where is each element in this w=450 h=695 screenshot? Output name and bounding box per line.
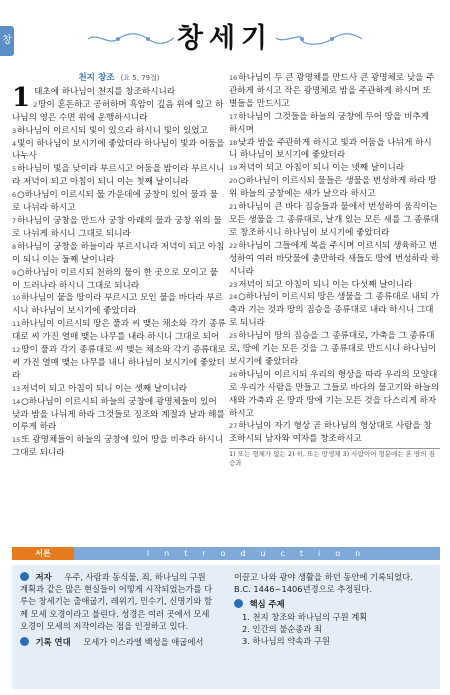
verse: [12, 344, 226, 383]
right-column: [229, 72, 440, 468]
verse-text: 또 광명체들이 하늘의 궁창에 있어 땅을 비추라 하시니 그대로 되니라: [12, 435, 224, 459]
verse: [12, 125, 226, 138]
verse-text: 하나님이 그것들을 하늘의 궁창에 두어 땅을 비추게 하시며: [229, 111, 430, 135]
verse-number: 27: [229, 422, 238, 431]
verse-text: 하나님이 이르시되 땅은 풀과 씨 맺는 채소와 각기 종류대로 씨 가진 열매 맺는 나무를 내라 하시니 그대로 되어: [12, 319, 226, 343]
intro-band: [12, 547, 440, 560]
verse: [12, 189, 226, 215]
verse: [12, 267, 226, 293]
theme-item: 1. 천지 창조와 하나님의 구원 계획: [242, 611, 368, 622]
verse-number: 24: [229, 293, 238, 302]
footnote: 1) 또는 형체가 없는 2) 히, 또는 땅생체 3) 사람이어 형분에는 혼 땅의 짐승과: [229, 448, 440, 468]
date-continued: 이끌고 나와 광야 생활을 하던 동안에 기록되었다. B.C. 1446~1406년경으로 추정된다.: [234, 572, 413, 595]
verse: [229, 111, 440, 137]
themes-block: [234, 598, 432, 647]
date-bullet-icon: [20, 637, 29, 646]
verse-text: 땅이 풀과 각기 종류대로 씨 맺는 채소와 각기 종류대로 씨 가진 열매 맺는 나무를 내니 하나님이 보시기에 좋았더라: [12, 345, 226, 381]
verse-text: 하나님이 이르시되 빛이 있으라 하시니 빛이 있었고: [17, 125, 208, 136]
date-text: 모세가 이스라엘 백성을 애굽에서: [83, 637, 204, 648]
verse-text: 태초에 하나님이 천지를 창조하시니라: [34, 86, 176, 97]
intro-tag: 서론: [12, 547, 74, 560]
verse-number: 14: [12, 397, 21, 406]
verse-number: 6: [12, 191, 17, 200]
verse-number: 8: [12, 242, 17, 251]
verse-text: 하나님이 자기 형상 곧 하나님의 형상대로 사람을 창조하시되 남자와 여자를 창조하시고: [229, 421, 432, 445]
verse-text: 하나님이 궁창을 만드사 궁창 아래의 물과 궁창 위의 물로 나뉘게 하시니 그대로 되니라: [12, 215, 222, 239]
verse-text: 낮과 밤을 주관하게 하시고 빛과 어둠을 나뉘게 하시니 하나님이 보시기에 좋았더라: [229, 137, 432, 161]
verse-number: 10: [12, 294, 21, 303]
verse-number: 7: [12, 216, 17, 225]
verse-number: 17: [229, 112, 238, 121]
verse: [229, 420, 440, 446]
verse: [229, 330, 440, 369]
verse: [12, 99, 226, 125]
intro-word: Introduction: [146, 549, 376, 558]
verse-number: 22: [229, 241, 238, 250]
verse: [12, 383, 226, 396]
verse-list-left: [12, 82, 226, 460]
verse: [229, 137, 440, 163]
verse-text: ○하나님이 이르시되 천하의 물이 한 곳으로 모이고 뭍이 드러나라 하시니 그대로 되니라: [12, 267, 219, 291]
verse-number: 12: [12, 346, 21, 355]
verse-text: 저녁이 되고 아침이 되니 이는 다섯째 날이니라: [238, 279, 413, 290]
page-header: [0, 14, 450, 64]
verse: [12, 163, 226, 189]
verse-number: 20: [229, 177, 238, 186]
verse-text: ○하나님이 이르시되 물 가운데에 궁창이 있어 물과 물로 나뉘라 하시고: [12, 190, 219, 214]
verse: [229, 201, 440, 240]
verse-text: ○하나님이 이르시되 하늘의 궁창에 광명체들이 있어 낮과 밤을 나뉘게 하라 그것들로 징조와 계절과 날과 해를 이루게 하라: [12, 396, 225, 433]
themes-label: 핵심 주제: [249, 599, 285, 610]
verse-text: 저녁이 되고 아침이 되니 이는 넷째 날이니라: [238, 163, 405, 174]
verse-text: 땅이 혼돈하고 공허하며 흑암이 깊음 위에 있고 하나님의 영은 수면 위에 운행하시니라: [12, 99, 224, 123]
verse-text: ○하나님이 이르시되 땅은 생물을 그 종류대로 내되 가축과 기는 것과 땅의 짐승을 종류대로 내라 하시니 그대로 되니라: [229, 292, 440, 329]
verse-number: 25: [229, 332, 238, 341]
verse-number: 21: [229, 203, 238, 212]
author-block: [20, 571, 216, 632]
verse: [229, 175, 440, 201]
verse: [12, 396, 226, 435]
verse: [12, 215, 226, 241]
book-index-tab[interactable]: 창: [0, 26, 14, 56]
verse: [229, 279, 440, 292]
verse-text: 하나님이 이르시되 우리의 형상을 따라 우리의 모양대로 우리가 사람을 만들고 그들로 바다의 물고기와 하늘의 새와 가축과 온 땅과 땅에 기는 모든 것을 다스리게 하자 하시고: [229, 369, 440, 419]
verse: [12, 86, 226, 99]
verse: [12, 241, 226, 267]
themes-bullet-icon: [234, 599, 243, 608]
ornament-right-icon: [274, 32, 364, 46]
verse-text: 하나님이 두 큰 광명체를 만드사 큰 광명체로 낮을 주관하게 하시고 작은 광명체로 밤을 주관하게 하시며 또 별들을 만드시고: [229, 73, 435, 109]
verse-number: 5: [12, 165, 17, 174]
verse: [12, 318, 226, 344]
verse-text: 저녁이 되고 아침이 되니 이는 셋째 날이니라: [21, 383, 188, 394]
verse-number: 26: [229, 370, 238, 379]
verse: [229, 291, 440, 330]
author-text: 우주, 사람과 동식물, 죄, 하나님의 구원 계획과 같은 많은 현실들이 어떻게 시작되었는가를 다루는 창세기는 출애굽기, 레위기, 민수기, 신명기와 함께 모세 오경이라고 불린다. 성경은 여러 곳에서 모세 오경이 모세의 저작이라는 점을 인정하고 있다.: [20, 572, 213, 631]
verse-number: 11: [12, 320, 21, 329]
verse: [12, 138, 226, 164]
theme-item: 2. 인간의 불순종과 죄: [242, 623, 322, 634]
verse-number: 18: [229, 138, 238, 147]
ornament-left-icon: [86, 32, 176, 46]
verse-number: 9: [12, 268, 17, 277]
left-column: [12, 72, 226, 460]
verse-text: 하나님이 큰 바다 짐승들과 물에서 번성하여 움직이는 모든 생물을 그 종류대로, 날개 있는 모든 새를 그 종류대로 창조하시니 하나님이 보시기에 좋았더라: [229, 202, 439, 238]
author-label: 저자: [35, 572, 52, 582]
intro-right-col: [234, 571, 432, 647]
verse-text: 하나님이 뭍을 땅이라 부르시고 모인 물을 바다라 부르시니 하나님이 보시기에 좋았더라: [12, 293, 224, 317]
date-label: 기록 연대: [35, 637, 71, 648]
section-title: 천지 창조: [78, 73, 115, 83]
verse: [229, 240, 440, 279]
verse: [229, 72, 440, 111]
verse-text: 하나님이 땅의 짐승을 그 종류대로, 가축을 그 종류대로, 땅에 기는 모든 것을 그 종류대로 만드시니 하나님이 보시기에 좋았더라: [229, 331, 437, 367]
verse: [12, 434, 226, 460]
verse-number: 15: [12, 436, 21, 445]
verse-text: ○하나님이 이르시되 물들은 생물을 번성하게 하라 땅 위 하늘의 궁창에는 새가 날으라 하시고: [229, 176, 437, 200]
theme-item: 3. 하나님의 약속과 구원: [242, 636, 330, 647]
verse-text: 빛이 하나님이 보시기에 좋았더라 하나님이 빛과 어둠을 나누사: [12, 138, 225, 162]
verse: [12, 292, 226, 318]
author-bullet-icon: [20, 572, 29, 581]
verse: [229, 162, 440, 175]
verse: [229, 369, 440, 421]
verse-number: 2: [33, 100, 38, 109]
verse-text: 하나님이 그들에게 복을 주시며 이르시되 생육하고 번성하여 여러 바닷물에 충만하라 새들도 땅에 번성하라 하시니라: [229, 240, 440, 277]
verse-list-right: [229, 72, 440, 446]
verse-number: 19: [229, 164, 238, 173]
verse-number: 4: [12, 139, 17, 148]
section-heading: [12, 72, 226, 85]
intro-left-col: [20, 571, 216, 648]
verse-number: 13: [12, 384, 21, 393]
verse-text: 하나님이 빛을 낮이라 부르시고 어둠을 밤이라 부르시니라 저녁이 되고 아침이 되니 이는 첫째 날이니라: [12, 164, 225, 188]
chapter-number: 1: [12, 82, 31, 113]
section-ref: (요 5, 79절): [120, 74, 160, 82]
intro-box: [12, 565, 440, 689]
verse-text: 하나님이 궁창을 하늘이라 부르시니라 저녁이 되고 아침이 되니 이는 둘째 날이니라: [12, 241, 225, 265]
verse-number: 23: [229, 280, 238, 289]
book-title: 창세기: [176, 23, 274, 54]
date-block: [20, 636, 216, 648]
verse-number: 16: [229, 74, 238, 82]
verse-number: 3: [12, 126, 17, 135]
